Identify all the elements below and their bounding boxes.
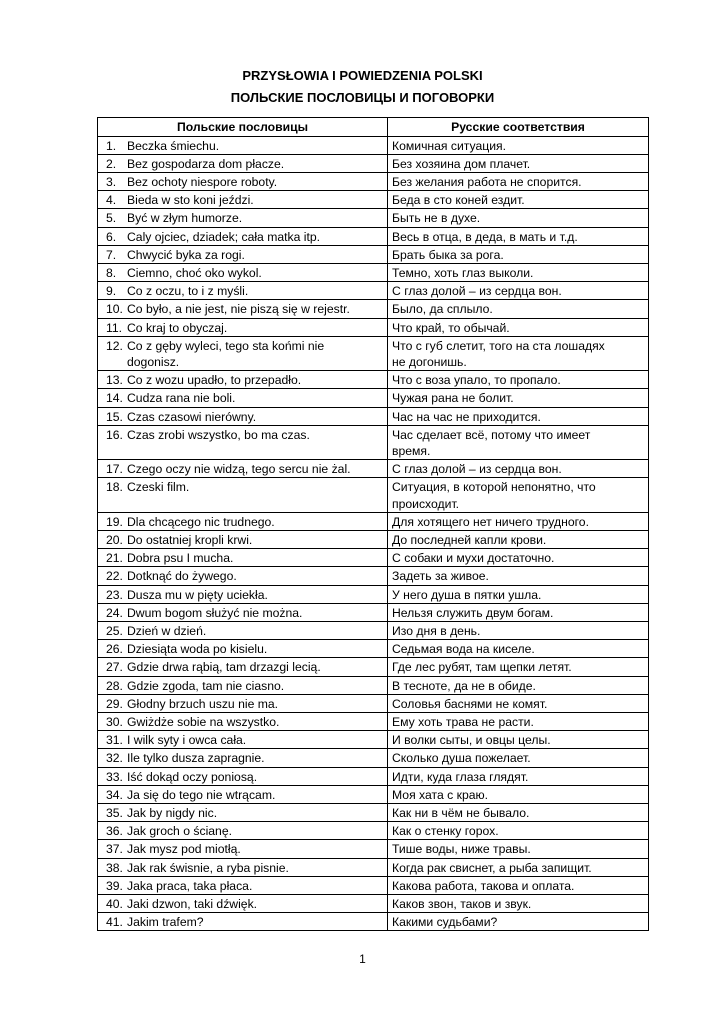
russian-equivalent-text: Час на час не приходится.: [392, 409, 541, 424]
russian-equivalent-text: Какова работа, такова и оплата.: [392, 878, 575, 893]
table-row: [98, 191, 649, 209]
row-number: 33.: [106, 769, 123, 784]
polish-proverb-cell: [98, 913, 388, 931]
row-number: 36.: [106, 824, 123, 839]
polish-proverb-text: Cudza rana nie boli.: [127, 391, 236, 406]
polish-proverb-text: Iść dokąd oczy poniosą.: [127, 769, 258, 784]
russian-equivalent-cell: [388, 876, 649, 894]
polish-proverb-text: Jaki dzwon, taki dźwięk.: [127, 897, 258, 912]
russian-equivalent-cell: [388, 640, 649, 658]
table-row: [98, 876, 649, 894]
russian-equivalent-text: И волки сыты, и овцы целы.: [392, 733, 551, 748]
russian-equivalent-cell: [388, 858, 649, 876]
row-number: 3.: [106, 174, 117, 189]
table-row: [98, 549, 649, 567]
russian-equivalent-text: До последней капли крови.: [392, 532, 547, 547]
russian-equivalent-continuation: не догонишь.: [392, 354, 467, 369]
russian-equivalent-text: Ему хоть трава не расти.: [392, 715, 534, 729]
russian-equivalent-cell: [388, 694, 649, 712]
row-number: 4.: [106, 193, 117, 208]
russian-equivalent-text: Чужая рана не болит.: [392, 391, 514, 406]
row-number: 7.: [106, 247, 117, 262]
russian-equivalent-text: Что с воза упало, то пропало.: [392, 373, 561, 388]
polish-proverb-text: Być w złym humorze.: [127, 211, 243, 226]
russian-equivalent-cell: [388, 822, 649, 840]
polish-proverb-text: Co z oczu, to i z myśli.: [127, 284, 249, 299]
polish-proverb-cell: [98, 603, 388, 621]
polish-proverb-cell: [98, 676, 388, 694]
polish-proverb-cell: [98, 460, 388, 478]
row-number: 10.: [106, 302, 123, 317]
row-number: 5.: [106, 211, 117, 226]
row-number: 17.: [106, 462, 123, 477]
proverbs-table: [97, 117, 649, 931]
row-number: 27.: [106, 660, 123, 675]
polish-proverb-text: Co było, a nie jest, nie piszą się w rejestr.: [127, 302, 350, 317]
table-row: [98, 694, 649, 712]
table-row: [98, 731, 649, 749]
polish-proverb-text: Ciemno, choć oko wykol.: [127, 265, 262, 280]
table-row: [98, 172, 649, 190]
russian-equivalent-text: В тесноте, да не в обиде.: [392, 678, 536, 693]
row-number: 39.: [106, 878, 123, 893]
polish-proverb-cell: [98, 840, 388, 858]
russian-equivalent-text: Было, да сплыло.: [392, 302, 493, 317]
row-number: 34.: [106, 787, 123, 802]
table-row: [98, 822, 649, 840]
russian-equivalent-text: Сколько душа пожелает.: [392, 751, 531, 766]
russian-equivalent-cell: [388, 731, 649, 749]
row-number: 1.: [106, 138, 117, 153]
polish-proverb-text: Gwiżdże sobie na wszystko.: [127, 715, 280, 729]
polish-proverb-cell: [98, 822, 388, 840]
russian-equivalent-cell: [388, 804, 649, 822]
table-row: [98, 913, 649, 931]
russian-equivalent-text: Темно, хоть глаз выколи.: [392, 265, 534, 280]
polish-proverb-cell: [98, 318, 388, 336]
table-row: [98, 658, 649, 676]
polish-proverb-text: Dwum bogom służyć nie można.: [127, 605, 303, 620]
russian-equivalent-text: Без хозяина дом плачет.: [392, 156, 531, 171]
row-number: 37.: [106, 842, 123, 857]
row-number: 35.: [106, 806, 123, 821]
polish-proverb-text: Bez ochoty niespore roboty.: [127, 174, 278, 189]
polish-proverb-cell: [98, 371, 388, 389]
row-number: 25.: [106, 623, 123, 638]
polish-proverb-text: Gdzie zgoda, tam nie ciasno.: [127, 678, 285, 693]
table-row: [98, 227, 649, 245]
russian-equivalent-text: Какими судьбами?: [392, 915, 498, 930]
russian-equivalent-text: Ситуация, в которой непонятно, что: [392, 480, 596, 495]
table-row: [98, 389, 649, 407]
polish-proverb-text: Bez gospodarza dom płacze.: [127, 156, 285, 171]
russian-equivalent-cell: [388, 282, 649, 300]
russian-equivalent-cell: [388, 154, 649, 172]
polish-proverb-cell: [98, 300, 388, 318]
russian-equivalent-text: Идти, куда глаза глядят.: [392, 769, 529, 784]
russian-equivalent-cell: [388, 913, 649, 931]
polish-proverb-text: Beczka śmiechu.: [127, 138, 220, 153]
russian-equivalent-text: Комичная ситуация.: [392, 138, 507, 153]
row-number: 13.: [106, 373, 123, 388]
table-row: [98, 336, 649, 370]
row-number: 18.: [106, 480, 123, 495]
polish-proverb-cell: [98, 713, 388, 731]
russian-equivalent-cell: [388, 136, 649, 154]
russian-equivalent-cell: [388, 209, 649, 227]
table-row: [98, 567, 649, 585]
russian-equivalent-cell: [388, 336, 649, 370]
russian-equivalent-cell: [388, 603, 649, 621]
russian-equivalent-cell: [388, 785, 649, 803]
header-polish: Польские пословицы: [98, 118, 388, 137]
table-header-row: [98, 118, 649, 137]
polish-proverb-text: Jakim trafem?: [127, 915, 204, 930]
russian-equivalent-cell: [388, 478, 649, 512]
row-number: 32.: [106, 751, 123, 766]
polish-proverb-cell: [98, 858, 388, 876]
row-number: 30.: [106, 715, 123, 729]
russian-equivalent-cell: [388, 549, 649, 567]
polish-proverb-cell: [98, 478, 388, 512]
polish-proverb-cell: [98, 282, 388, 300]
russian-equivalent-text: С собаки и мухи достаточно.: [392, 551, 555, 566]
russian-equivalent-text: У него душа в пятки ушла.: [392, 587, 542, 602]
row-number: 15.: [106, 409, 123, 424]
polish-proverb-text: Jak rak świsnie, a ryba pisnie.: [127, 860, 289, 875]
russian-equivalent-text: Брать быка за рога.: [392, 247, 504, 262]
polish-proverb-text: Do ostatniej kropli krwi.: [127, 532, 253, 547]
polish-proverb-cell: [98, 336, 388, 370]
russian-equivalent-text: Как ни в чём не бывало.: [392, 806, 530, 821]
russian-equivalent-text: Что с губ слетит, того на ста лошадях: [392, 338, 605, 353]
russian-equivalent-cell: [388, 300, 649, 318]
table-row: [98, 282, 649, 300]
russian-equivalent-text: Без желания работа не спорится.: [392, 174, 582, 189]
russian-equivalent-cell: [388, 263, 649, 281]
polish-proverb-continuation: dogonisz.: [127, 354, 180, 369]
polish-proverb-text: Co z wozu upadło, to przepadło.: [127, 373, 302, 388]
polish-proverb-cell: [98, 227, 388, 245]
table-row: [98, 318, 649, 336]
polish-proverb-text: Głodny brzuch uszu nie ma.: [127, 696, 279, 711]
russian-equivalent-cell: [388, 676, 649, 694]
polish-proverb-cell: [98, 585, 388, 603]
table-row: [98, 478, 649, 512]
title-polish: PRZYSŁOWIA I POWIEDZENIA POLSKI: [242, 68, 483, 83]
russian-equivalent-cell: [388, 530, 649, 548]
polish-proverb-cell: [98, 136, 388, 154]
table-row: [98, 407, 649, 425]
russian-equivalent-text: Нельзя служить двум богам.: [392, 605, 554, 620]
polish-proverb-cell: [98, 191, 388, 209]
row-number: 14.: [106, 391, 123, 406]
russian-equivalent-cell: [388, 191, 649, 209]
row-number: 24.: [106, 605, 123, 620]
russian-equivalent-text: Изо дня в день.: [392, 623, 481, 638]
russian-equivalent-cell: [388, 245, 649, 263]
russian-equivalent-text: Где лес рубят, там щепки летят.: [392, 660, 572, 675]
table-row: [98, 603, 649, 621]
polish-proverb-text: Dzień w dzień.: [127, 623, 207, 638]
row-number: 12.: [106, 338, 123, 353]
page-number: 1: [359, 952, 366, 966]
polish-proverb-text: Jak groch o ścianę.: [127, 824, 233, 839]
polish-proverb-cell: [98, 172, 388, 190]
russian-equivalent-cell: [388, 585, 649, 603]
polish-proverb-cell: [98, 876, 388, 894]
russian-equivalent-text: Быть не в духе.: [392, 211, 481, 226]
russian-equivalent-cell: [388, 749, 649, 767]
row-number: 6.: [106, 229, 117, 244]
row-number: 23.: [106, 587, 123, 602]
russian-equivalent-text: Седьмая вода на киселе.: [392, 642, 535, 657]
polish-proverb-text: Dobra psu I mucha.: [127, 551, 234, 566]
polish-proverb-cell: [98, 512, 388, 530]
polish-proverb-cell: [98, 425, 388, 459]
polish-proverb-cell: [98, 621, 388, 639]
row-number: 9.: [106, 284, 117, 299]
polish-proverb-text: Czas zrobi wszystko, bo ma czas.: [127, 427, 310, 442]
russian-equivalent-cell: [388, 425, 649, 459]
russian-equivalent-text: Весь в отца, в деда, в мать и т.д.: [392, 229, 578, 244]
russian-equivalent-text: Каков звон, таков и звук.: [392, 897, 532, 912]
polish-proverb-text: Chwycić byka za rogi.: [127, 247, 245, 262]
russian-equivalent-cell: [388, 713, 649, 731]
table-row: [98, 840, 649, 858]
polish-proverb-text: Jaka praca, taka płaca.: [127, 878, 253, 893]
russian-equivalent-cell: [388, 318, 649, 336]
table-row: [98, 804, 649, 822]
russian-equivalent-text: С глаз долой – из сердца вон.: [392, 462, 562, 477]
polish-proverb-text: Dziesiąta woda po kisielu.: [127, 642, 268, 657]
row-number: 38.: [106, 860, 123, 875]
russian-equivalent-text: С глаз долой – из сердца вон.: [392, 284, 562, 299]
polish-proverb-text: Caly ojciec, dziadek; cała matka itp.: [127, 229, 321, 244]
polish-proverb-text: Jak mysz pod miotłą.: [127, 842, 241, 857]
russian-equivalent-text: Соловья баснями не комят.: [392, 696, 548, 711]
polish-proverb-cell: [98, 694, 388, 712]
table-row: [98, 371, 649, 389]
russian-equivalent-cell: [388, 460, 649, 478]
russian-equivalent-text: Как о стенку горох.: [392, 824, 499, 839]
polish-proverb-text: Czas czasowi nierówny.: [127, 409, 257, 424]
polish-proverb-text: Dla chcącego nic trudnego.: [127, 514, 275, 529]
russian-equivalent-continuation: время.: [392, 443, 431, 458]
russian-equivalent-cell: [388, 567, 649, 585]
polish-proverb-cell: [98, 567, 388, 585]
polish-proverb-cell: [98, 245, 388, 263]
row-number: 11.: [106, 320, 123, 335]
table-row: [98, 640, 649, 658]
row-number: 40.: [106, 897, 123, 912]
polish-proverb-cell: [98, 895, 388, 913]
russian-equivalent-cell: [388, 658, 649, 676]
title-russian: ПОЛЬСКИЕ ПОСЛОВИЦЫ И ПОГОВОРКИ: [230, 90, 495, 105]
row-number: 41.: [106, 915, 123, 930]
russian-equivalent-cell: [388, 227, 649, 245]
russian-equivalent-text: Моя хата с краю.: [392, 787, 489, 802]
polish-proverb-text: Czego oczy nie widzą, tego sercu nie żal.: [127, 462, 351, 477]
polish-proverb-text: Dotknąć do żywego.: [127, 569, 237, 584]
table-row: [98, 858, 649, 876]
polish-proverb-text: Ja się do tego nie wtrącam.: [127, 787, 276, 802]
russian-equivalent-cell: [388, 371, 649, 389]
row-number: 21.: [106, 551, 123, 566]
russian-equivalent-continuation: происходит.: [392, 496, 460, 511]
russian-equivalent-text: Когда рак свиснет, а рыба запищит.: [392, 860, 592, 875]
table-row: [98, 300, 649, 318]
row-number: 26.: [106, 642, 123, 657]
russian-equivalent-cell: [388, 407, 649, 425]
polish-proverb-cell: [98, 154, 388, 172]
row-number: 22.: [106, 569, 123, 584]
row-number: 16.: [106, 427, 123, 442]
polish-proverb-text: Co kraj to obyczaj.: [127, 320, 228, 335]
row-number: 8.: [106, 265, 117, 280]
polish-proverb-cell: [98, 549, 388, 567]
table-row: [98, 154, 649, 172]
polish-proverb-cell: [98, 785, 388, 803]
polish-proverb-cell: [98, 658, 388, 676]
polish-proverb-cell: [98, 209, 388, 227]
polish-proverb-text: Gdzie drwa rąbią, tam drzazgi lecią.: [127, 660, 321, 675]
table-row: [98, 263, 649, 281]
russian-equivalent-text: Задеть за живое.: [392, 569, 489, 584]
polish-proverb-cell: [98, 731, 388, 749]
table-row: [98, 425, 649, 459]
russian-equivalent-cell: [388, 840, 649, 858]
polish-proverb-cell: [98, 389, 388, 407]
row-number: 19.: [106, 514, 123, 529]
row-number: 20.: [106, 532, 123, 547]
table-row: [98, 245, 649, 263]
table-row: [98, 785, 649, 803]
russian-equivalent-cell: [388, 895, 649, 913]
russian-equivalent-cell: [388, 767, 649, 785]
polish-proverb-text: Ile tylko dusza zapragnie.: [127, 751, 265, 766]
table-row: [98, 585, 649, 603]
table-row: [98, 621, 649, 639]
russian-equivalent-text: Час сделает всё, потому что имеет: [392, 427, 591, 442]
russian-equivalent-text: Беда в сто коней ездит.: [392, 193, 525, 208]
polish-proverb-cell: [98, 530, 388, 548]
polish-proverb-text: I wilk syty i owca cała.: [127, 733, 247, 748]
polish-proverb-text: Dusza mu w pięty uciekła.: [127, 587, 268, 602]
row-number: 29.: [106, 696, 123, 711]
russian-equivalent-cell: [388, 512, 649, 530]
russian-equivalent-text: Что край, то обычай.: [392, 320, 510, 335]
table-row: [98, 713, 649, 731]
polish-proverb-text: Czeski film.: [127, 480, 190, 495]
table-row: [98, 460, 649, 478]
russian-equivalent-cell: [388, 172, 649, 190]
polish-proverb-text: Co z gęby wyleci, tego sta końmi nie: [127, 338, 325, 353]
polish-proverb-cell: [98, 407, 388, 425]
table-row: [98, 512, 649, 530]
russian-equivalent-text: Тише воды, ниже травы.: [392, 842, 531, 857]
polish-proverb-text: Bieda w sto koni jeździ.: [127, 193, 254, 208]
row-number: 31.: [106, 733, 123, 748]
row-number: 2.: [106, 156, 117, 171]
table-body: [98, 136, 649, 931]
russian-equivalent-cell: [388, 389, 649, 407]
table-row: [98, 767, 649, 785]
table-row: [98, 749, 649, 767]
table-row: [98, 530, 649, 548]
table-row: [98, 676, 649, 694]
table-row: [98, 895, 649, 913]
russian-equivalent-cell: [388, 621, 649, 639]
row-number: 28.: [106, 678, 123, 693]
polish-proverb-cell: [98, 804, 388, 822]
table-row: [98, 209, 649, 227]
polish-proverb-cell: [98, 640, 388, 658]
table-row: [98, 136, 649, 154]
polish-proverb-cell: [98, 767, 388, 785]
russian-equivalent-text: Для хотящего нет ничего трудного.: [392, 514, 589, 529]
polish-proverb-text: Jak by nigdy nic.: [127, 806, 218, 821]
header-russian: Русские соответствия: [388, 118, 649, 137]
polish-proverb-cell: [98, 263, 388, 281]
polish-proverb-cell: [98, 749, 388, 767]
